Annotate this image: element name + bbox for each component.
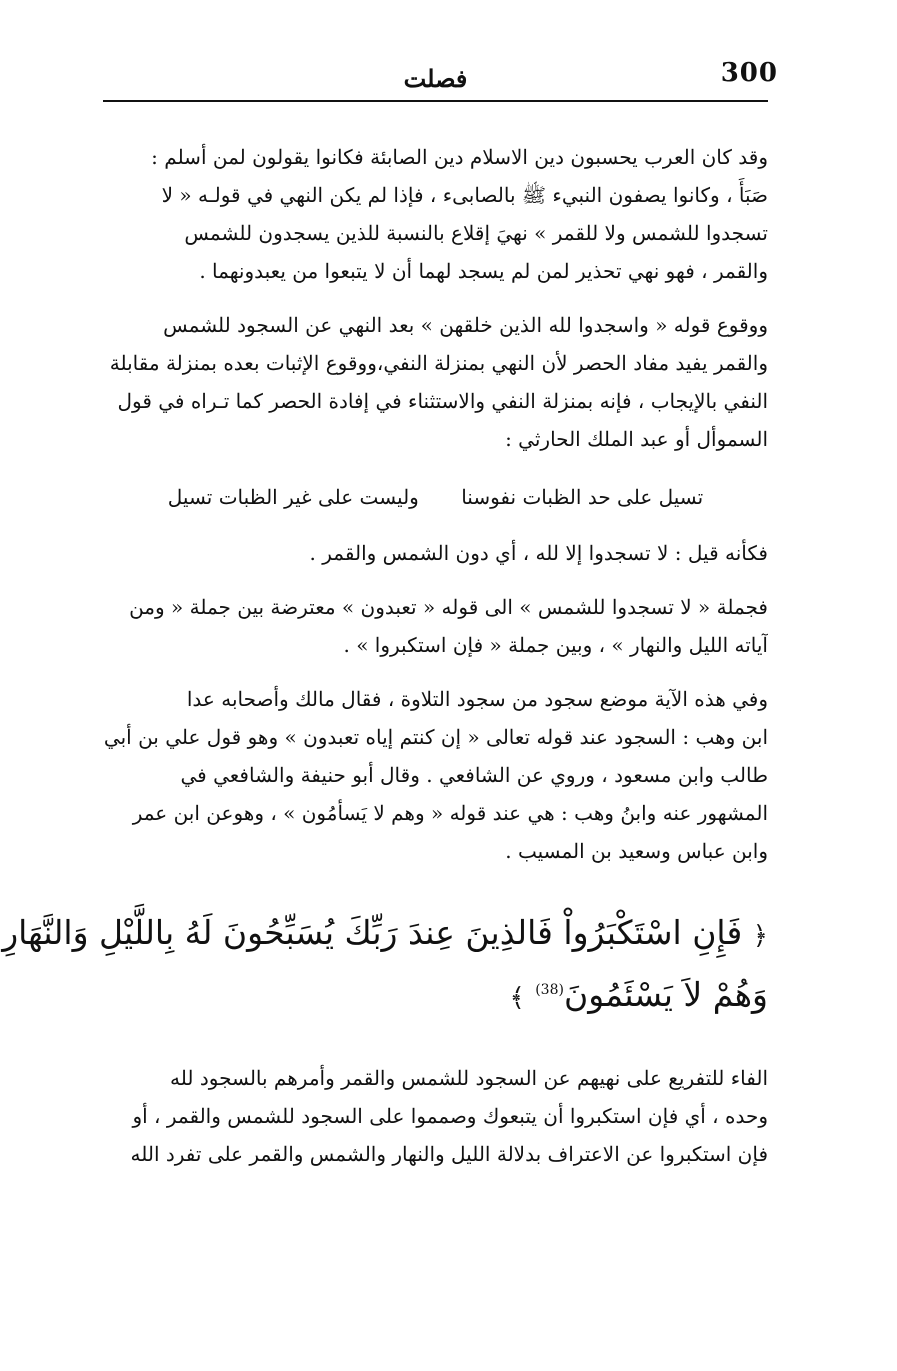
text-line: ابن وهب : السجود عند قوله تعالى « إن كنتم إياه تعبدون » وهو قول علي بن أبي (103, 725, 768, 749)
text-line: وابن عباس وسعيد بن المسيب . (505, 839, 768, 863)
text-line: والقمر ، فهو نهي تحذير لمن لم يسجد لهما أن لا يتبعوا من يعبدونهما . (199, 259, 768, 283)
verse-text: فَإِنِ اسْتَكْبَرُواْ فَالذِينَ عِندَ رَبِّكَ يُسَبِّحُونَ لَهُ بِاللَّيْلِ وَالنَّهَارِ (2, 913, 743, 952)
text-line: النفي بالإيجاب ، فإنه بمنزلة النفي والاستثناء في إفادة الحصر كما تـراه في قول (117, 389, 768, 413)
verse-number: (38) (535, 982, 564, 998)
text-line: السموأل أو عبد الملك الحارثي : (505, 427, 768, 451)
page-content (2, 138, 768, 1189)
text-line: آياته الليل والنهار » ، وبين جملة « فإن استكبروا » . (343, 633, 768, 657)
text-line: وحده ، أي فإن استكبروا أن يتبعوك وصمموا على السجود للشمس والقمر ، أو (132, 1104, 768, 1128)
text-line: الفاء للتفريع على نهيهم عن السجود للشمس والقمر وأمرهم بالسجود لله (170, 1066, 768, 1090)
page-header (103, 58, 778, 100)
verse-line-1 (2, 906, 768, 963)
paragraph-5 (103, 680, 768, 870)
surah-title: فصلت (403, 64, 468, 93)
text-line: تسجدوا للشمس ولا للقمر » نهيَ إقلاع بالنسبة للذين يسجدون للشمس (184, 221, 768, 245)
verse-text: وَهُمْ لاَ يَسْئَمُونَ (563, 975, 768, 1014)
paragraph-1 (103, 138, 768, 290)
page-number: 300 (720, 58, 778, 88)
poem-first-half: تسيل على حد الظبات نفوسنا (461, 485, 704, 509)
text-line: وقد كان العرب يحسبون دين الاسلام دين الصابئة فكانوا يقولون لمن أسلم : (151, 145, 768, 169)
paragraph-6 (103, 1059, 768, 1173)
paragraph-4 (103, 588, 768, 664)
text-line: فجملة « لا تسجدوا للشمس » الى قوله « تعبدون » معترضة بين جملة « ومن (129, 595, 768, 619)
verse-line-2 (103, 963, 768, 1025)
verse-open-ornament: ﴿ (752, 921, 768, 951)
paragraph-3 (103, 534, 768, 572)
text-line: طالب وابن مسعود ، وروي عن الشافعي . وقال أبو حنيفة والشافعي في (180, 763, 768, 787)
text-line: ووقوع قوله « واسجدوا لله الذين خلقهن » بعد النهي عن السجود للشمس (163, 313, 768, 337)
text-line: وفي هذه الآية موضع سجود من سجود التلاوة ، فقال مالك وأصحابه عدا (186, 687, 768, 711)
paragraph-2 (103, 306, 768, 458)
text-line: صَبَأَ ، وكانوا يصفون النبيء ﷺ بالصابىء ، فإذا لم يكن النهي في قولـه « لا (161, 183, 768, 207)
verse-close-ornament: ﴾ (509, 983, 525, 1013)
text-line: المشهور عنه وابنُ وهب : هي عند قوله « وهم لا يَسأمُون » ، وهوعن ابن عمر (132, 801, 768, 825)
text-line: والقمر يفيد مفاد الحصر لأن النهي بمنزلة النفي،ووقوع الإثبات بعده بمنزلة مقابلة (109, 351, 768, 375)
quran-verse (2, 906, 768, 1025)
poem-verse (103, 478, 768, 516)
header-rule (103, 100, 768, 102)
text-line: فإن استكبروا عن الاعتراف بدلالة الليل والنهار والشمس والقمر على تفرد الله (130, 1142, 768, 1166)
text-line: فكأنه قيل : لا تسجدوا إلا لله ، أي دون الشمس والقمر . (309, 541, 768, 565)
poem-second-half: وليست على غير الظبات تسيل (167, 485, 419, 509)
